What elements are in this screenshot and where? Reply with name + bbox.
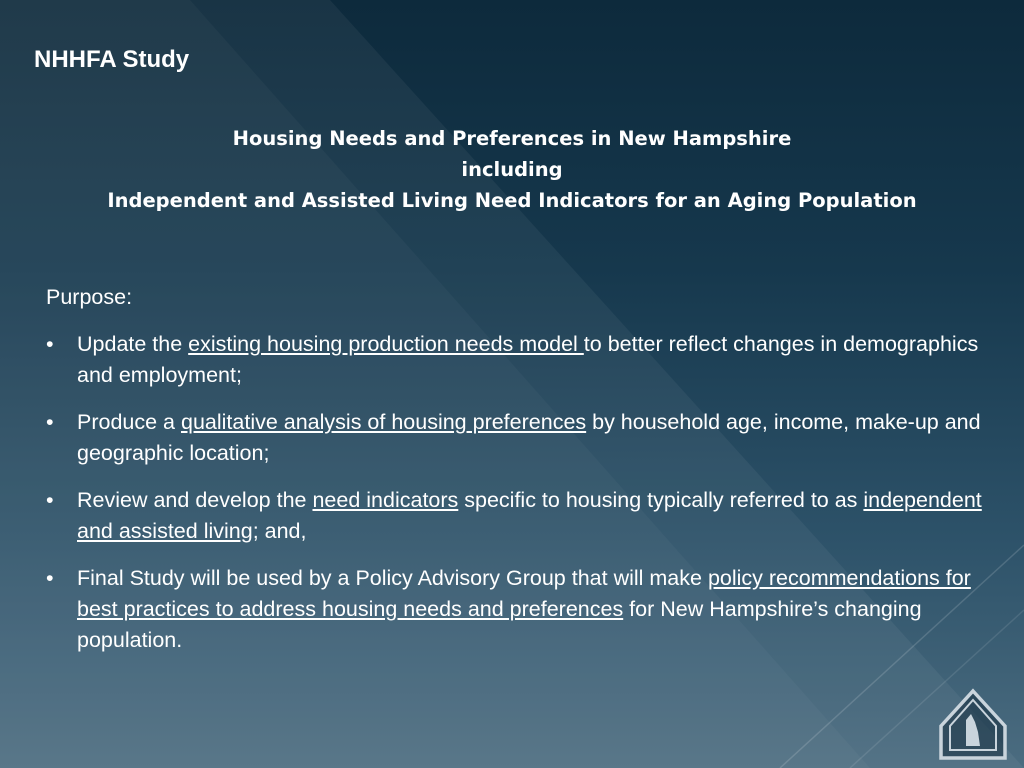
new-hampshire-state-house-icon	[938, 688, 1008, 760]
subtitle-line-3: Independent and Assisted Living Need Indicators for an Aging Population	[107, 189, 917, 212]
link-need-indicators[interactable]: need indicators	[312, 488, 459, 512]
list-item	[46, 563, 986, 656]
bullet-text: specific to housing typically referred to as	[458, 488, 864, 512]
page-title: NHHFA Study	[34, 46, 190, 73]
link-qualitative-analysis[interactable]: qualitative analysis of housing preferences	[180, 410, 587, 434]
bullet-icon: •	[46, 410, 54, 434]
list-item	[46, 329, 986, 391]
subtitle-line-2: including	[461, 158, 563, 181]
bullet-text: Update the	[77, 332, 189, 356]
bullet-icon: •	[46, 488, 54, 512]
bullet-text: ; and,	[252, 519, 307, 543]
bullet-text: for New Hampshire’s changing population.	[77, 597, 922, 652]
bullet-text: Final Study will be used by a Policy Advisory Group that will make	[77, 566, 708, 590]
list-item	[46, 485, 986, 547]
bullet-icon: •	[46, 566, 54, 590]
body-content	[46, 282, 986, 672]
link-needs-model[interactable]: existing housing production needs model	[188, 332, 584, 356]
bullet-icon: •	[46, 332, 54, 356]
bullet-text: Review and develop the	[77, 488, 313, 512]
list-item	[46, 407, 986, 469]
bullet-text: by household age, income, make-up and geographic location;	[77, 410, 981, 465]
bullet-text: Produce a	[77, 410, 181, 434]
purpose-label: Purpose:	[46, 285, 133, 309]
purpose-list	[46, 329, 986, 656]
subtitle-line-1: Housing Needs and Preferences in New Hampshire	[232, 127, 792, 150]
bullet-text: to better reflect changes in demographics and employment;	[77, 332, 979, 387]
link-independent-assisted-living[interactable]: independent and assisted living	[77, 488, 982, 543]
subtitle-block	[0, 123, 1024, 216]
link-policy-recommendations[interactable]: policy recommendations for best practices to address housing needs and preferences	[77, 566, 971, 621]
